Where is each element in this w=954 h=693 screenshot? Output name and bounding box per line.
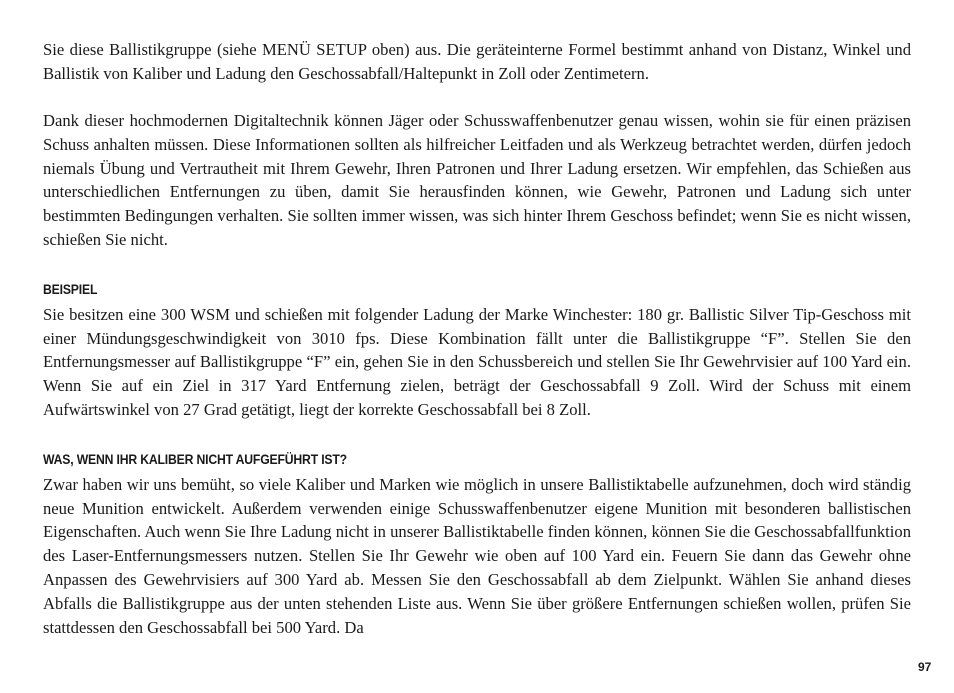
heading-caliber-not-listed: WAS, WENN IHR KALIBER NICHT AUFGEFÜHRT IST? bbox=[43, 452, 347, 469]
paragraph-example: Sie besitzen eine 300 WSM und schießen mit folgender Ladung der Marke Winchester: 180 gr. Ballistic Silver Tip-Geschoss mit einer Mündungsgeschwindigkeit von 3010 fps. Diese Kombination fällt unter die Ballistikgruppe “F”. Stellen Sie den Entfernungsmesser auf Ballistikgruppe “F” ein, gehen Sie in den Schussbereich und stellen Sie Ihr Gewehrvisier auf 100 Yard ein. Wenn Sie auf ein Ziel in 317 Yard Entfernung zielen, beträgt der Geschossabfall 9 Zoll. Wird der Schuss mit einem Aufwärtswinkel von 27 Grad getätigt, liegt der korrekte Geschossabfall bei 8 Zoll. bbox=[43, 304, 911, 420]
paragraph-digital-technology: Dank dieser hochmodernen Digitaltechnik können Jäger oder Schusswaffenbenutzer genau wissen, wohin sie für einen präzisen Schuss anhalten müssen. Diese Informationen sollten als hilfreicher Leitfaden und als Werkzeug betrachtet werden, dürfen jedoch niemals Übung und Vertrautheit mit Ihrem Gewehr, Ihren Patronen und Ihrer Ladung ersetzen. Wir empfehlen, das Schießen aus unterschiedlichen Entfernungen zu üben, damit Sie herausfinden können, wie Gewehr, Patronen und Ladung sich unter bestimmten Bedingungen verhalten. Sie sollten immer wissen, was sich hinter Ihrem Geschoss befindet; wenn Sie es nicht wissen, schießen Sie nicht. bbox=[43, 111, 911, 250]
paragraph-gap bbox=[43, 252, 911, 276]
paragraph-gap bbox=[43, 422, 911, 446]
paragraph-gap bbox=[43, 86, 911, 110]
page-number: 97 bbox=[918, 660, 932, 674]
document-body bbox=[43, 38, 911, 639]
paragraph-caliber-not-listed: Zwar haben wir uns bemüht, so viele Kaliber und Marken wie möglich in unsere Ballistiktabelle aufzunehmen, doch wird ständig neue Munition entwickelt. Außerdem verwenden einige Schusswaffenbenutzer eigene Munition mit besonderen ballistischen Eigenschaften. Auch wenn Sie Ihre Ladung nicht in unserer Ballistiktabelle finden können, können Sie die Geschossabfallfunktion des Laser-Entfernungsmessers nutzen. Stellen Sie Ihr Gewehr wie oben auf 100 Yard ein. Feuern Sie dann das Gewehr ohne Anpassen des Gewehrvisiers auf 300 Yard ab. Messen Sie den Geschossabfall ab dem Zielpunkt. Wählen Sie anhand dieses Abfalls die Ballistikgruppe aus der unten stehenden Liste aus. Wenn Sie über größere Entfernungen schießen wollen, prüfen Sie stattdessen den Geschossabfall bei 500 Yard. Da bbox=[43, 474, 911, 637]
heading-example: BEISPIEL bbox=[43, 282, 98, 299]
paragraph-ballistic-group-intro: Sie diese Ballistikgruppe (siehe MENÜ SETUP oben) aus. Die geräteinterne Formel bestimmt anhand von Distanz, Winkel und Ballistik von Kaliber und Ladung den Geschossabfall/Haltepunkt in Zoll oder Zentimetern. bbox=[43, 40, 911, 83]
